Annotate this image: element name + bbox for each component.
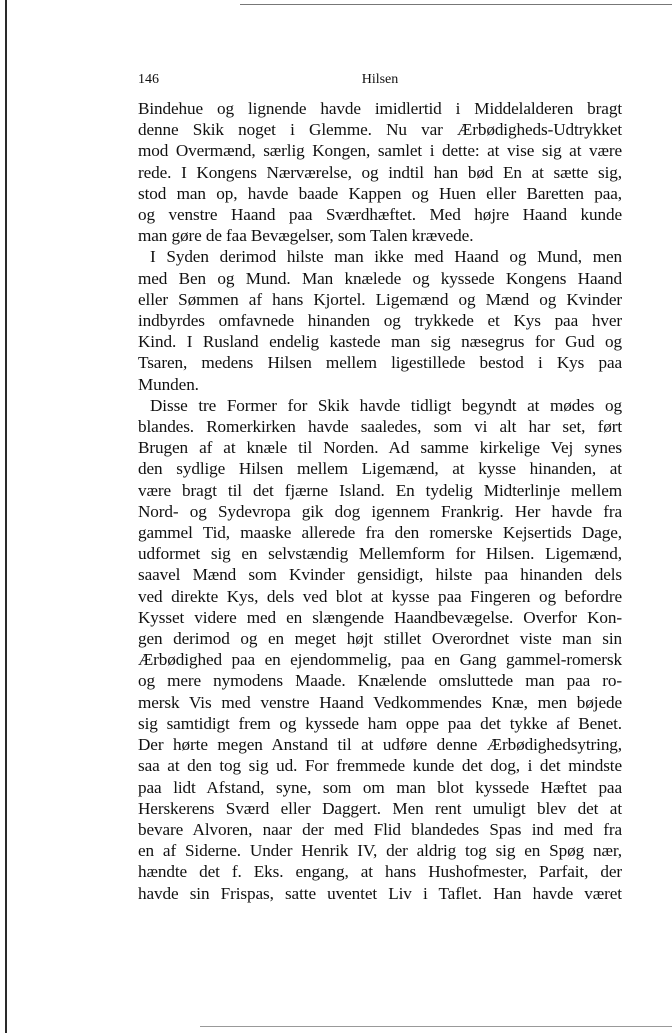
- scan-top-line: [240, 4, 672, 5]
- text-line: Brugen af at knæle til Norden. Ad samme kirkelige Vej synes: [138, 438, 622, 458]
- paragraph: [138, 246, 622, 394]
- text-line: Herskerens Sværd eller Daggert. Men rent umuligt blev det at: [138, 798, 622, 818]
- text-line: Kysset videre med en slængende Haandbevægelse. Overfor Kon-: [138, 607, 622, 627]
- text-line: eller Sømmen af hans Kjortel. Ligemænd og Mænd og Kvinder: [138, 289, 622, 309]
- text-line: Bindehue og lignende havde imidlertid i Middelalderen bragt: [138, 99, 622, 118]
- paragraph: [138, 98, 622, 246]
- text-line: paa lidt Afstand, syne, som om man blot kyssede Hæftet paa: [138, 777, 622, 797]
- text-line: og mere nymodens Maade. Knælende omsluttede man paa ro-: [138, 671, 622, 691]
- text-line: og venstre Haand paa Sværdhæftet. Med højre Haand kunde: [138, 205, 622, 225]
- running-head: [138, 72, 622, 98]
- text-line: gen derimod og en meget højt stillet Overordnet viste man sin: [138, 629, 622, 649]
- text-line: Der hørte megen Anstand til at udføre denne Ærbødighedsytring,: [138, 735, 622, 755]
- text-line: rede. I Kongens Nærværelse, og indtil han bød En at sætte sig,: [138, 162, 622, 182]
- page-number: 146: [138, 72, 159, 87]
- text-line: sig samtidigt frem og kyssede ham oppe paa det tykke af Benet.: [138, 713, 622, 733]
- text-line: stod man op, havde baade Kappen og Huen eller Baretten paa,: [138, 183, 622, 203]
- text-line: udformet sig en selvstændig Mellemform for Hilsen. Ligemænd,: [138, 544, 622, 564]
- text-line: mod Overmænd, særlig Kongen, samlet i dette: at vise sig at være: [138, 141, 622, 161]
- text-line: Nord- og Sydevropa gik dog igennem Frankrig. Her havde fra: [138, 501, 622, 521]
- text-line: Munden.: [138, 374, 199, 394]
- running-title: Hilsen: [361, 72, 399, 87]
- text-line: denne Skik noget i Glemme. Nu var Ærbødigheds-Udtrykket: [138, 120, 622, 140]
- text-line: en af Siderne. Under Henrik IV, der aldrig tog sig en Spøg nær,: [138, 841, 622, 861]
- text-line: indbyrdes omfavnede hinanden og trykkede et Kys paa hver: [138, 311, 622, 331]
- text-line: med Ben og Mund. Man knælede og kyssede Kongens Haand: [138, 268, 622, 288]
- text-line: saavel Mænd som Kvinder gensidigt, hilste paa hinanden dels: [138, 565, 622, 585]
- text-line: Kind. I Rusland endelig kastede man sig næsegrus for Gud og: [138, 332, 622, 352]
- text-line: saa at den tog sig ud. For fremmede kunde det dog, i det mindste: [138, 756, 622, 776]
- text-line: den sydlige Hilsen mellem Ligemænd, at kysse hinanden, at: [138, 459, 622, 479]
- text-line: mersk Vis med venstre Haand Vedkommendes Knæ, men bøjede: [138, 692, 622, 712]
- text-line: I Syden derimod hilste man ikke med Haand og Mund, men: [150, 247, 622, 267]
- text-line: være bragt til det fjærne Island. En tydelig Midterlinje mellem: [138, 480, 622, 500]
- scan-left-edge: [5, 0, 7, 1033]
- text-line: blandes. Romerkirken havde saaledes, som vi alt har set, ført: [138, 417, 622, 437]
- text-line: havde sin Frispas, satte uventet Liv i Taflet. Han havde været: [138, 883, 622, 903]
- text-line: Tsaren, medens Hilsen mellem ligestillede bestod i Kys paa: [138, 353, 622, 373]
- paragraph: [138, 395, 622, 904]
- text-line: Disse tre Former for Skik havde tidligt begyndt at mødes og: [150, 395, 622, 415]
- text-line: man gøre de faa Bevægelser, som Talen krævede.: [138, 226, 474, 246]
- body-text: [138, 98, 622, 904]
- text-line: bevare Alvoren, naar der med Flid blandedes Spas ind med fra: [138, 819, 622, 839]
- text-line: hændte det f. Eks. engang, at hans Hushofmester, Parfait, der: [138, 862, 622, 882]
- text-line: gammel Tid, maaske allerede fra den romerske Kejsertids Dage,: [138, 523, 622, 543]
- text-line: Ærbødighed paa en ejendommelig, paa en Gang gammel-romersk: [138, 650, 622, 670]
- scan-bottom-line: [200, 1026, 672, 1027]
- book-page: [138, 72, 622, 904]
- text-line: ved direkte Kys, dels ved blot at kysse paa Fingeren og befordre: [138, 586, 622, 606]
